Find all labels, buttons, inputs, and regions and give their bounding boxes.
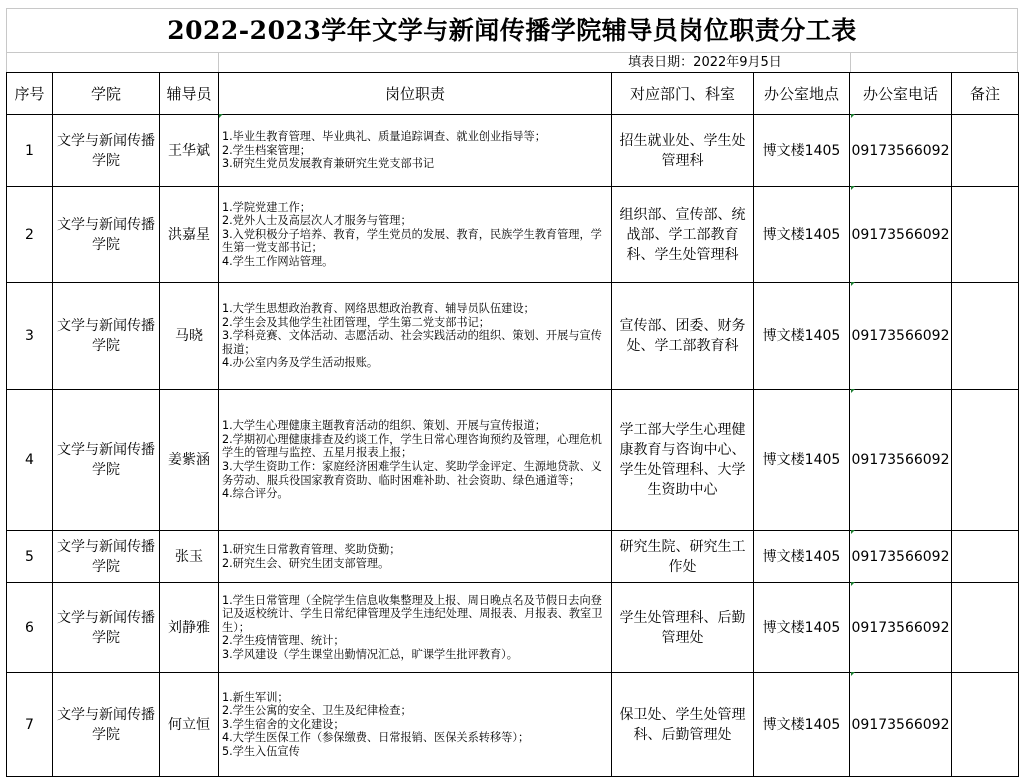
cell-counselor[interactable]: 姜紫涵 (160, 390, 219, 531)
duty-line: 1.研究生日常教育管理、奖助贷勤； (222, 542, 401, 556)
duty-line: 2.学生档案管理； (222, 143, 311, 157)
cell-marker-icon (851, 582, 855, 586)
header-note[interactable]: 备注 (952, 73, 1019, 115)
cell-phone[interactable]: 09173566092 (850, 583, 952, 673)
cell-note[interactable] (952, 673, 1019, 777)
cell-college[interactable]: 文学与新闻传播学院 (53, 531, 160, 583)
duty-line: 2.学生会及其他学生社团管理，学生第二党支部书记； (222, 315, 490, 329)
cell-college[interactable]: 文学与新闻传播学院 (53, 187, 160, 283)
cell-note[interactable] (952, 390, 1019, 531)
cell-index[interactable]: 3 (7, 283, 53, 390)
cell-duties[interactable] (219, 531, 612, 583)
cell-note[interactable] (952, 283, 1019, 390)
gridline (6, 52, 1018, 53)
duty-line: 2.研究生会、研究生团支部管理。 (222, 556, 390, 570)
duty-line: 1.学生日常管理（全院学生信息收集整理及上报、周日晚点名及节假日去向登记及返校统计、学生日常纪律管理及学生违纪处理、周报表、月报表、教室卫生）； (222, 593, 603, 634)
cell-marker-icon (851, 186, 855, 190)
cell-duties[interactable] (219, 187, 612, 283)
cell-college[interactable]: 文学与新闻传播学院 (53, 283, 160, 390)
duty-line: 4.综合评分。 (222, 487, 289, 501)
cell-office[interactable]: 博文楼1405 (754, 531, 850, 583)
table-row (7, 583, 1019, 673)
gridline (218, 52, 219, 72)
cell-counselor[interactable]: 王华斌 (160, 115, 219, 187)
cell-counselor[interactable]: 张玉 (160, 531, 219, 583)
header-row (7, 73, 1019, 115)
header-counselor[interactable]: 辅导员 (160, 73, 219, 115)
duty-line: 1.大学生心理健康主题教育活动的组织、策划、开展与宣传报道； (222, 419, 546, 433)
gridline (6, 8, 1018, 9)
fill-date: 填表日期：2022年9月5日 (628, 55, 782, 70)
cell-office[interactable]: 博文楼1405 (754, 187, 850, 283)
cell-phone[interactable]: 09173566092 (850, 673, 952, 777)
cell-marker-icon (851, 672, 855, 676)
duty-line: 2.学期初心理健康排查及约谈工作，学生日常心理咨询预约及管理，心理危机学生的管理与监控、五星月报表上报； (222, 432, 602, 460)
cell-index[interactable]: 6 (7, 583, 53, 673)
gridline (1017, 8, 1018, 72)
cell-dept[interactable]: 组织部、宣传部、统战部、学工部教育科、学生处管理科 (612, 187, 754, 283)
duty-line: 3.学科竞赛、文体活动、志愿活动、社会实践活动的组织、策划、开展与宣传报道； (222, 329, 602, 356)
cell-index[interactable]: 2 (7, 187, 53, 283)
cell-college[interactable]: 文学与新闻传播学院 (53, 115, 160, 187)
cell-marker-icon (851, 282, 855, 286)
cell-college[interactable]: 文学与新闻传播学院 (53, 390, 160, 531)
duty-table (6, 72, 1019, 777)
header-college[interactable]: 学院 (53, 73, 160, 115)
cell-marker-icon (851, 389, 855, 393)
cell-counselor[interactable]: 马晓 (160, 283, 219, 390)
cell-index[interactable]: 1 (7, 115, 53, 187)
cell-index[interactable]: 7 (7, 673, 53, 777)
header-office[interactable]: 办公室地点 (754, 73, 850, 115)
header-phone[interactable]: 办公室电话 (850, 73, 952, 115)
cell-note[interactable] (952, 583, 1019, 673)
cell-phone[interactable]: 09173566092 (850, 390, 952, 531)
duty-line: 3.学风建设（学生课堂出勤情况汇总，旷课学生批评教育）。 (222, 647, 518, 661)
cell-office[interactable]: 博文楼1405 (754, 390, 850, 531)
duty-line: 3.学生宿舍的文化建设； (222, 717, 345, 731)
duty-line: 1.新生军训； (222, 690, 289, 704)
table-row (7, 673, 1019, 777)
cell-duties[interactable] (219, 673, 612, 777)
cell-duties[interactable] (219, 115, 612, 187)
gridline (6, 8, 7, 72)
table-row (7, 390, 1019, 531)
cell-marker-icon (219, 114, 223, 118)
cell-index[interactable]: 5 (7, 531, 53, 583)
cell-dept[interactable]: 保卫处、学生处管理科、后勤管理处 (612, 673, 754, 777)
cell-note[interactable] (952, 115, 1019, 187)
cell-index[interactable]: 4 (7, 390, 53, 531)
cell-note[interactable] (952, 531, 1019, 583)
duty-line: 4.办公室内务及学生活动报账。 (222, 356, 379, 370)
duty-line: 1.毕业生教育管理、毕业典礼、质量追踪调查、就业创业指导等； (222, 130, 546, 144)
cell-office[interactable]: 博文楼1405 (754, 673, 850, 777)
cell-dept[interactable]: 学生处管理科、后勤管理处 (612, 583, 754, 673)
duty-line: 1.大学生思想政治教育、网络思想政治教育、辅导员队伍建设； (222, 302, 535, 316)
cell-dept[interactable]: 学工部大学生心理健康教育与咨询中心、学生处管理科、大学生资助中心 (612, 390, 754, 531)
gridline (850, 52, 851, 72)
cell-office[interactable]: 博文楼1405 (754, 283, 850, 390)
duty-line: 2.学生公寓的安全、卫生及纪律检查； (222, 704, 412, 718)
cell-duties[interactable] (219, 283, 612, 390)
cell-dept[interactable]: 招生就业处、学生处管理科 (612, 115, 754, 187)
cell-counselor[interactable]: 刘静雅 (160, 583, 219, 673)
cell-duties[interactable] (219, 583, 612, 673)
cell-counselor[interactable]: 洪嘉星 (160, 187, 219, 283)
cell-duties[interactable] (219, 390, 612, 531)
cell-college[interactable]: 文学与新闻传播学院 (53, 583, 160, 673)
table-row (7, 187, 1019, 283)
table-row (7, 531, 1019, 583)
duty-line: 4.大学生医保工作（参保缴费、日常报销、医保关系转移等）； (222, 731, 530, 745)
cell-marker-icon (851, 530, 855, 534)
duty-line: 3.研究生党员发展教育兼研究生党支部书记 (222, 157, 435, 171)
cell-phone[interactable]: 09173566092 (850, 531, 952, 583)
cell-phone[interactable]: 09173566092 (850, 187, 952, 283)
header-dept[interactable]: 对应部门、科室 (612, 73, 754, 115)
duty-line: 2.学生疫情管理、统计； (222, 634, 345, 648)
duty-line: 3.入党积极分子培养、教育，学生党员的发展、教育，民族学生教育管理，学生第一党支部书记； (222, 227, 602, 255)
cell-dept[interactable]: 宣传部、团委、财务处、学工部教育科 (612, 283, 754, 390)
duty-line: 4.学生工作网站管理。 (222, 254, 334, 268)
duty-line: 3.大学生资助工作：家庭经济困难学生认定、奖助学金评定、生源地贷款、义务劳动、服兵役国家教育资助、临时困难补助、社会资助、绿色通道等； (222, 460, 602, 487)
cell-marker-icon (851, 114, 855, 118)
table-row (7, 115, 1019, 187)
cell-office[interactable]: 博文楼1405 (754, 115, 850, 187)
cell-phone[interactable]: 09173566092 (850, 283, 952, 390)
cell-college[interactable]: 文学与新闻传播学院 (53, 673, 160, 777)
duty-line: 1.学院党建工作； (222, 200, 311, 214)
cell-note[interactable] (952, 187, 1019, 283)
page-title: 2022-2023学年文学与新闻传播学院辅导员岗位职责分工表 (167, 16, 857, 45)
duty-line: 2.党外人士及高层次人才服务与管理； (222, 214, 412, 228)
cell-dept[interactable]: 研究生院、研究生工作处 (612, 531, 754, 583)
duty-line: 5.学生入伍宣传 (222, 744, 300, 758)
header-index[interactable]: 序号 (7, 73, 53, 115)
cell-counselor[interactable]: 何立恒 (160, 673, 219, 777)
cell-office[interactable]: 博文楼1405 (754, 583, 850, 673)
header-duties[interactable]: 岗位职责 (219, 73, 612, 115)
table-row (7, 283, 1019, 390)
cell-phone[interactable]: 09173566092 (850, 115, 952, 187)
